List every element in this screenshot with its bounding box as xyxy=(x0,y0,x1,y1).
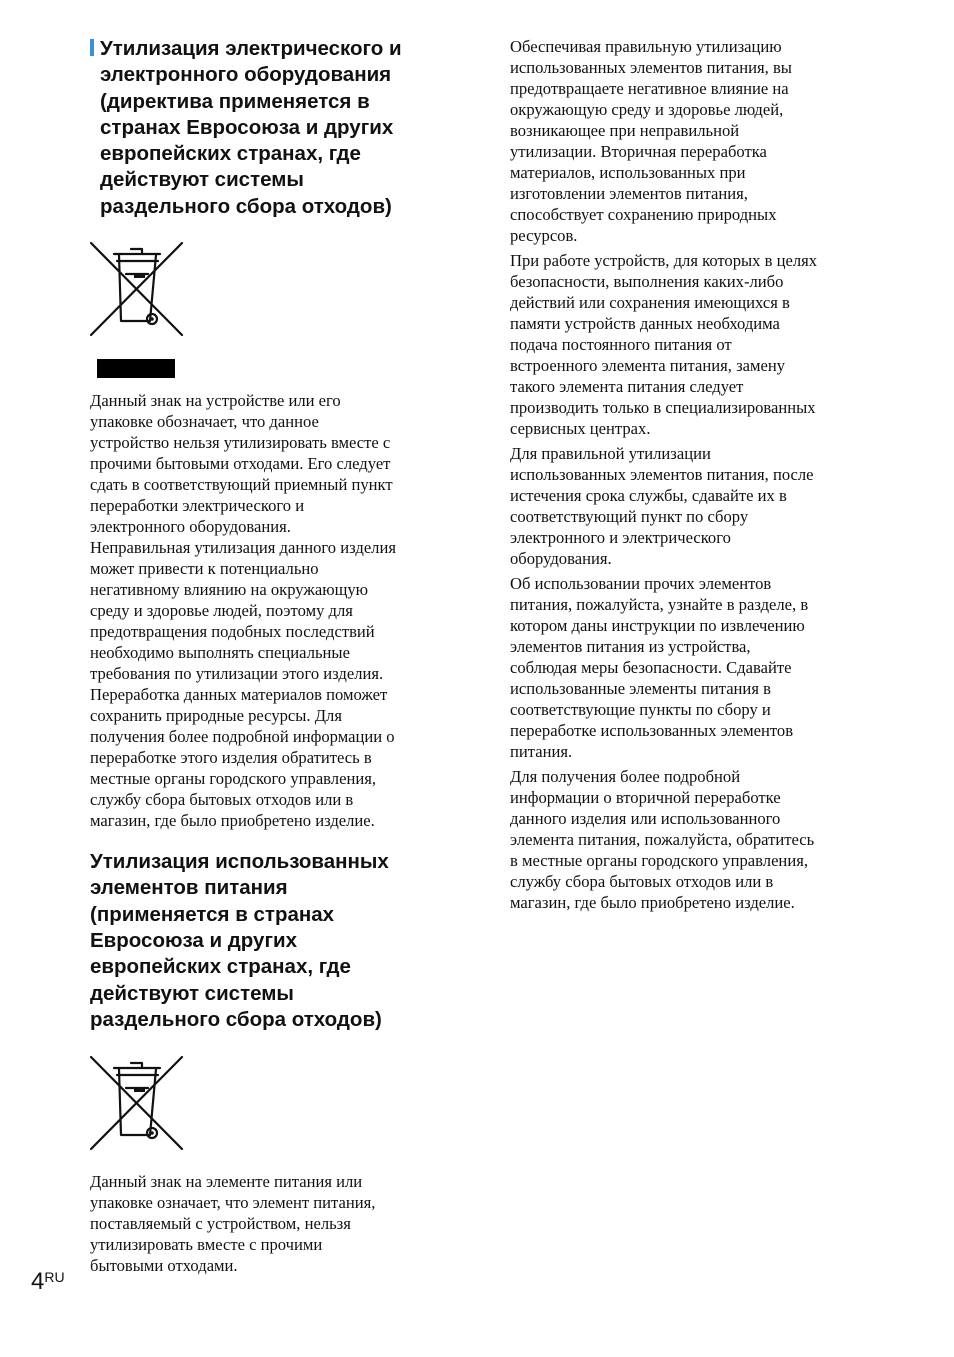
black-bar-mark xyxy=(97,359,175,378)
section-accent-bar xyxy=(90,39,94,56)
weee-symbol xyxy=(90,241,462,378)
crossed-out-wheelie-bin-icon xyxy=(90,1055,184,1153)
page-number xyxy=(31,1268,65,1296)
battery-symbol xyxy=(90,1055,462,1153)
right-column xyxy=(510,36,882,917)
weee-description: Данный знак на устройстве или его упаковке обозначает, что данное устройство нельзя утилизировать вместе с прочими бытовыми отходами. Его следует сдать в соответствующий приемный пункт переработки электрического и электронного оборудования. Неправильная утилизация данного изделия может привести к потенциально негативному влиянию на окружающую среду и здоровье людей, поэтому для предотвращения подобных последствий необходимо выполнять специальные требования по утилизации этого изделия. Переработка данных материалов поможет сохранить природные ресурсы. Для получения более подробной информации о переработке этого изделия обратитесь в местные органы городского управления, службу сбора бытовых отходов или в магазин, где было приобретено изделие. xyxy=(90,391,396,831)
weee-section-heading xyxy=(90,36,462,220)
battery-description: Данный знак на элементе питания или упаковке означает, что элемент питания, поставляемый с устройством, нельзя утилизировать вместе с прочими бытовыми отходами. xyxy=(90,1172,376,1276)
battery-section-heading: Утилизация использованных элементов питания (применяется в странах Евросоюза и других европейских странах, где действуют системы раздельного сбора отходов) xyxy=(90,850,389,1031)
crossed-out-wheelie-bin-icon xyxy=(90,241,184,339)
language-code: RU xyxy=(44,1269,65,1285)
left-column xyxy=(90,36,462,1280)
weee-heading-text: Утилизация электрического и электронного оборудования (директива применяется в странах Евросоюза и других европейских странах, где действуют системы раздельного сбора отходов) xyxy=(100,37,402,218)
paragraph: Для правильной утилизации использованных элементов питания, после истечения срока службы, сдавайте их в соответствующий пункт по сбору электронного и электрического оборудования. xyxy=(510,444,814,568)
paragraph: При работе устройств, для которых в целях безопасности, выполнения каких-либо действий или сохранения имеющихся в памяти устройств данных необходима подача постоянного питания от встроенного элемента питания, замену такого элемента питания следует производить только в специализированных сервисных центрах. xyxy=(510,251,818,438)
paragraph: Об использовании прочих элементов питания, пожалуйста, узнайте в разделе, в котором даны инструкции по извлечению элементов питания из устройства, соблюдая меры безопасности. Сдавайте использованные элементы питания в соответствующие пункты по сбору и переработке использованных элементов питания. xyxy=(510,574,809,761)
paragraph: Обеспечивая правильную утилизацию использованных элементов питания, вы предотвращаете негативное влияние на окружающую среду и здоровье людей, возникающее при неправильной утилизации. Вторичная переработка материалов, использованных при изготовлении элементов питания, способствует сохранению природных ресурсов. xyxy=(510,37,792,245)
paragraph: Для получения более подробной информации о вторичной переработке данного изделия или использованного элемента питания, пожалуйста, обратитесь в местные органы городского управления, службу сбора бытовых отходов или в магазин, где было приобретено изделие. xyxy=(510,767,815,912)
page-number-value: 4 xyxy=(31,1268,45,1295)
